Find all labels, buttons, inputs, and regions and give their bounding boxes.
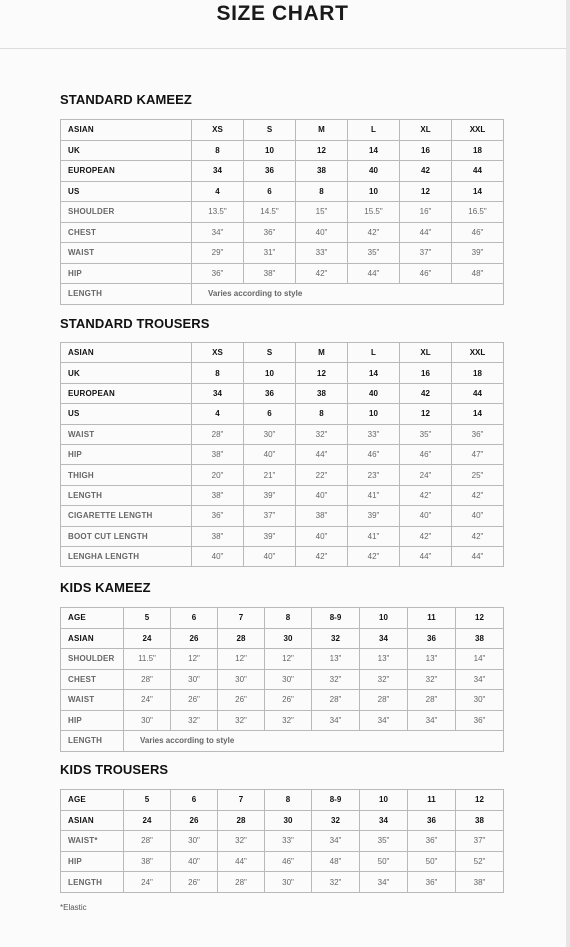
size-cell: 31" xyxy=(244,243,296,264)
size-cell: 36 xyxy=(408,810,456,831)
size-cell: 25" xyxy=(452,465,504,485)
size-cell: 10 xyxy=(244,140,296,161)
size-cell: 12 xyxy=(456,790,504,811)
size-cell: 46" xyxy=(348,444,400,464)
size-cell: 14 xyxy=(348,140,400,161)
size-cell: 38" xyxy=(456,872,504,893)
size-cell: 14" xyxy=(456,649,504,670)
size-cell: 10 xyxy=(360,608,408,629)
size-cell: 40" xyxy=(244,546,296,566)
size-cell: 40" xyxy=(452,506,504,526)
size-cell: 44 xyxy=(452,161,504,182)
size-cell: 38 xyxy=(456,810,504,831)
row-label: US xyxy=(61,181,192,202)
size-cell: 7 xyxy=(218,608,265,629)
size-cell: 28" xyxy=(408,690,456,711)
size-cell: 13" xyxy=(312,649,360,670)
size-cell: 10 xyxy=(244,363,296,383)
row-label: SHOULDER xyxy=(61,649,124,670)
size-cell: 39" xyxy=(244,485,296,505)
size-cell: 34" xyxy=(360,710,408,731)
size-cell: 30" xyxy=(171,669,218,690)
size-cell: 4 xyxy=(192,404,244,424)
size-cell: 42" xyxy=(400,485,452,505)
row-label: WAIST* xyxy=(61,831,124,852)
size-cell: 20" xyxy=(192,465,244,485)
size-cell: 35" xyxy=(400,424,452,444)
table-row xyxy=(61,140,504,161)
size-cell: 6 xyxy=(244,181,296,202)
row-label: LENGTH xyxy=(61,284,192,305)
size-cell: 34 xyxy=(360,810,408,831)
size-cell: 11 xyxy=(408,790,456,811)
size-cell: M xyxy=(296,120,348,141)
row-label: CHEST xyxy=(61,669,124,690)
size-cell: 30" xyxy=(265,669,312,690)
size-cell: 28" xyxy=(312,690,360,711)
table-row xyxy=(61,485,504,505)
size-cell: 32" xyxy=(265,710,312,731)
table-row xyxy=(61,222,504,243)
row-label: SHOULDER xyxy=(61,202,192,223)
size-cell: 39" xyxy=(348,506,400,526)
size-cell: 24 xyxy=(124,810,171,831)
size-cell: 30" xyxy=(171,831,218,852)
size-cell: XS xyxy=(192,343,244,363)
size-cell: 36 xyxy=(244,383,296,403)
size-cell: 24" xyxy=(124,872,171,893)
size-cell: 50" xyxy=(360,851,408,872)
row-label: AGE xyxy=(61,790,124,811)
size-cell: 8 xyxy=(265,790,312,811)
row-label: EUROPEAN xyxy=(61,161,192,182)
size-cell: XXL xyxy=(452,120,504,141)
size-cell: S xyxy=(244,343,296,363)
table-row xyxy=(61,831,504,852)
size-cell: 38 xyxy=(296,383,348,403)
row-label: US xyxy=(61,404,192,424)
size-cell: 8-9 xyxy=(312,790,360,811)
size-cell: 34" xyxy=(312,710,360,731)
size-cell: 35" xyxy=(348,243,400,264)
size-cell: 46" xyxy=(400,444,452,464)
size-cell: 42 xyxy=(400,383,452,403)
size-cell: 44" xyxy=(452,546,504,566)
row-label: HIP xyxy=(61,444,192,464)
table-row xyxy=(61,546,504,566)
table-row xyxy=(61,649,504,670)
size-cell: 44" xyxy=(218,851,265,872)
row-label: CIGARETTE LENGTH xyxy=(61,506,192,526)
size-cell: 42" xyxy=(452,526,504,546)
size-cell: 37" xyxy=(244,506,296,526)
size-cell: 40" xyxy=(400,506,452,526)
row-label: WAIST xyxy=(61,690,124,711)
row-label: WAIST xyxy=(61,243,192,264)
row-label: HIP xyxy=(61,263,192,284)
size-cell: 34" xyxy=(360,872,408,893)
size-cell: 34" xyxy=(312,831,360,852)
table-header-row xyxy=(61,343,504,363)
standard-kameez-table xyxy=(60,119,504,305)
size-cell: 13" xyxy=(408,649,456,670)
size-cell: 33" xyxy=(265,831,312,852)
size-cell: 12 xyxy=(296,363,348,383)
table-row xyxy=(61,465,504,485)
footnote-elastic: *Elastic xyxy=(60,903,87,912)
row-label: AGE xyxy=(61,608,124,629)
size-cell: 32 xyxy=(312,810,360,831)
size-cell: 48" xyxy=(312,851,360,872)
size-cell: XXL xyxy=(452,343,504,363)
table-row xyxy=(61,424,504,444)
row-label: ASIAN xyxy=(61,343,192,363)
table-row xyxy=(61,506,504,526)
size-cell: 36" xyxy=(192,263,244,284)
size-cell: 36" xyxy=(244,222,296,243)
table-header-row xyxy=(61,790,504,811)
table-row xyxy=(61,383,504,403)
table-row xyxy=(61,690,504,711)
size-cell: 26 xyxy=(171,628,218,649)
size-cell: 40" xyxy=(192,546,244,566)
size-cell: 28" xyxy=(124,831,171,852)
table-row xyxy=(61,202,504,223)
size-cell: 34" xyxy=(408,710,456,731)
row-label: LENGTH xyxy=(61,485,192,505)
size-cell: 26" xyxy=(171,690,218,711)
size-cell: 37" xyxy=(400,243,452,264)
size-cell: 36" xyxy=(452,424,504,444)
size-cell: 32 xyxy=(312,628,360,649)
table-row xyxy=(61,161,504,182)
row-label: LENGHA LENGTH xyxy=(61,546,192,566)
size-cell: 6 xyxy=(171,608,218,629)
row-label: ASIAN xyxy=(61,810,124,831)
size-cell: S xyxy=(244,120,296,141)
size-cell: 34 xyxy=(192,161,244,182)
size-cell: 36 xyxy=(244,161,296,182)
size-cell: 34 xyxy=(192,383,244,403)
size-cell: 30" xyxy=(456,690,504,711)
size-cell: 28" xyxy=(218,872,265,893)
size-cell: 36" xyxy=(456,710,504,731)
size-cell: 30" xyxy=(265,872,312,893)
size-cell: 40 xyxy=(348,161,400,182)
table-row xyxy=(61,243,504,264)
size-cell: 28" xyxy=(360,690,408,711)
size-cell: 26" xyxy=(265,690,312,711)
size-cell: 41" xyxy=(348,485,400,505)
row-label: UK xyxy=(61,140,192,161)
row-label: BOOT CUT LENGTH xyxy=(61,526,192,546)
table-row-length xyxy=(61,284,504,305)
size-cell: 30" xyxy=(218,669,265,690)
size-cell: 13.5" xyxy=(192,202,244,223)
size-cell: 42" xyxy=(348,546,400,566)
size-cell: 30" xyxy=(244,424,296,444)
size-cell: 52" xyxy=(456,851,504,872)
page-title: SIZE CHART xyxy=(216,2,349,25)
size-cell: 18 xyxy=(452,140,504,161)
size-cell: 6 xyxy=(171,790,218,811)
size-cell: 11.5" xyxy=(124,649,171,670)
size-cell: 37" xyxy=(456,831,504,852)
size-cell: 12" xyxy=(265,649,312,670)
table-header-row xyxy=(61,120,504,141)
size-cell: 32" xyxy=(408,669,456,690)
size-cell: 38" xyxy=(192,485,244,505)
size-cell: 12" xyxy=(171,649,218,670)
size-cell: 48" xyxy=(452,263,504,284)
size-cell: 33" xyxy=(296,243,348,264)
size-cell: 24 xyxy=(124,628,171,649)
size-cell: 34" xyxy=(192,222,244,243)
size-cell: 22" xyxy=(296,465,348,485)
table-row xyxy=(61,628,504,649)
size-cell: 38 xyxy=(296,161,348,182)
size-cell: 16.5" xyxy=(452,202,504,223)
size-cell: 36 xyxy=(408,628,456,649)
size-cell: 10 xyxy=(348,181,400,202)
size-cell: 34 xyxy=(360,628,408,649)
row-label: LENGTH xyxy=(61,731,124,752)
size-cell: 46" xyxy=(265,851,312,872)
size-cell: 18 xyxy=(452,363,504,383)
size-cell: 16 xyxy=(400,363,452,383)
size-cell: 32" xyxy=(312,669,360,690)
size-cell: 8 xyxy=(265,608,312,629)
size-cell: 40 xyxy=(348,383,400,403)
length-note: Varies according to style xyxy=(124,731,504,752)
size-cell: 44 xyxy=(452,383,504,403)
table-row xyxy=(61,526,504,546)
section-title-standard-kameez: STANDARD KAMEEZ xyxy=(60,92,192,107)
row-label: HIP xyxy=(61,851,124,872)
size-cell: 12 xyxy=(296,140,348,161)
size-cell: XL xyxy=(400,343,452,363)
table-row xyxy=(61,404,504,424)
row-label: THIGH xyxy=(61,465,192,485)
size-cell: 40" xyxy=(296,485,348,505)
length-note: Varies according to style xyxy=(192,284,504,305)
size-cell: XS xyxy=(192,120,244,141)
size-cell: 14 xyxy=(348,363,400,383)
size-cell: 42" xyxy=(400,526,452,546)
table-header-row xyxy=(61,608,504,629)
table-row xyxy=(61,851,504,872)
section-title-standard-trousers: STANDARD TROUSERS xyxy=(60,316,210,331)
size-cell: 42" xyxy=(296,546,348,566)
size-cell: 44" xyxy=(296,444,348,464)
size-cell: M xyxy=(296,343,348,363)
size-cell: 28 xyxy=(218,810,265,831)
size-cell: 33" xyxy=(348,424,400,444)
size-cell: 15" xyxy=(296,202,348,223)
size-cell: 32" xyxy=(218,710,265,731)
row-label: LENGTH xyxy=(61,872,124,893)
size-cell: 12 xyxy=(400,181,452,202)
size-cell: 28 xyxy=(218,628,265,649)
table-row xyxy=(61,181,504,202)
row-label: EUROPEAN xyxy=(61,383,192,403)
size-cell: 28" xyxy=(192,424,244,444)
size-cell: 32" xyxy=(171,710,218,731)
size-cell: 38" xyxy=(296,506,348,526)
size-cell: 26 xyxy=(171,810,218,831)
size-cell: 38" xyxy=(192,526,244,546)
size-cell: 44" xyxy=(400,546,452,566)
size-cell: 32" xyxy=(360,669,408,690)
section-title-kids-kameez: KIDS KAMEEZ xyxy=(60,580,151,595)
size-cell: 40" xyxy=(296,222,348,243)
size-cell: 14 xyxy=(452,181,504,202)
size-cell: 24" xyxy=(124,690,171,711)
size-cell: 40" xyxy=(244,444,296,464)
size-cell: 7 xyxy=(218,790,265,811)
table-row xyxy=(61,810,504,831)
size-cell: 4 xyxy=(192,181,244,202)
table-row xyxy=(61,363,504,383)
table-row xyxy=(61,669,504,690)
standard-trousers-table xyxy=(60,342,504,567)
size-cell: 34" xyxy=(456,669,504,690)
size-cell: 8 xyxy=(192,363,244,383)
size-cell: 38" xyxy=(244,263,296,284)
size-cell: 12" xyxy=(218,649,265,670)
table-row-length xyxy=(61,731,504,752)
size-cell: 26" xyxy=(218,690,265,711)
size-cell: 26" xyxy=(171,872,218,893)
size-cell: 44" xyxy=(348,263,400,284)
size-cell: 30" xyxy=(124,710,171,731)
size-cell: 11 xyxy=(408,608,456,629)
size-cell: 36" xyxy=(408,872,456,893)
size-cell: 5 xyxy=(124,790,171,811)
table-row xyxy=(61,710,504,731)
section-title-kids-trousers: KIDS TROUSERS xyxy=(60,762,169,777)
size-cell: 12 xyxy=(456,608,504,629)
size-cell: 10 xyxy=(360,790,408,811)
size-cell: 16" xyxy=(400,202,452,223)
size-cell: 44" xyxy=(400,222,452,243)
row-label: HIP xyxy=(61,710,124,731)
kids-trousers-table xyxy=(60,789,504,893)
size-cell: 14.5" xyxy=(244,202,296,223)
size-cell: 12 xyxy=(400,404,452,424)
size-cell: 5 xyxy=(124,608,171,629)
size-cell: 8 xyxy=(296,404,348,424)
size-cell: 47" xyxy=(452,444,504,464)
size-cell: 38" xyxy=(124,851,171,872)
size-cell: 32" xyxy=(296,424,348,444)
size-cell: 30 xyxy=(265,628,312,649)
size-cell: 42" xyxy=(296,263,348,284)
row-label: ASIAN xyxy=(61,628,124,649)
size-cell: 32" xyxy=(312,872,360,893)
size-cell: 40" xyxy=(296,526,348,546)
size-cell: 29" xyxy=(192,243,244,264)
size-cell: 39" xyxy=(452,243,504,264)
size-cell: 30 xyxy=(265,810,312,831)
size-cell: 42" xyxy=(452,485,504,505)
size-cell: 40" xyxy=(171,851,218,872)
size-cell: 35" xyxy=(360,831,408,852)
size-cell: XL xyxy=(400,120,452,141)
size-cell: L xyxy=(348,343,400,363)
size-cell: 8 xyxy=(192,140,244,161)
size-cell: 8 xyxy=(296,181,348,202)
size-cell: 10 xyxy=(348,404,400,424)
size-cell: 15.5" xyxy=(348,202,400,223)
size-cell: 42" xyxy=(348,222,400,243)
size-cell: 36" xyxy=(192,506,244,526)
row-label: WAIST xyxy=(61,424,192,444)
row-label: UK xyxy=(61,363,192,383)
size-cell: 16 xyxy=(400,140,452,161)
size-cell: 6 xyxy=(244,404,296,424)
kids-kameez-table xyxy=(60,607,504,752)
table-row xyxy=(61,444,504,464)
size-cell: 39" xyxy=(244,526,296,546)
size-cell: 38" xyxy=(192,444,244,464)
size-cell: 21" xyxy=(244,465,296,485)
page-edge xyxy=(566,0,570,947)
size-cell: 13" xyxy=(360,649,408,670)
size-cell: 24" xyxy=(400,465,452,485)
size-cell: 14 xyxy=(452,404,504,424)
size-cell: 46" xyxy=(400,263,452,284)
size-cell: 38 xyxy=(456,628,504,649)
size-cell: 32" xyxy=(218,831,265,852)
size-cell: 28" xyxy=(124,669,171,690)
row-label: ASIAN xyxy=(61,120,192,141)
size-cell: 46" xyxy=(452,222,504,243)
table-row xyxy=(61,872,504,893)
size-cell: 23" xyxy=(348,465,400,485)
size-cell: 50" xyxy=(408,851,456,872)
size-cell: L xyxy=(348,120,400,141)
table-row xyxy=(61,263,504,284)
size-cell: 41" xyxy=(348,526,400,546)
size-cell: 36" xyxy=(408,831,456,852)
size-cell: 8-9 xyxy=(312,608,360,629)
size-cell: 42 xyxy=(400,161,452,182)
row-label: CHEST xyxy=(61,222,192,243)
header-divider xyxy=(0,48,570,49)
